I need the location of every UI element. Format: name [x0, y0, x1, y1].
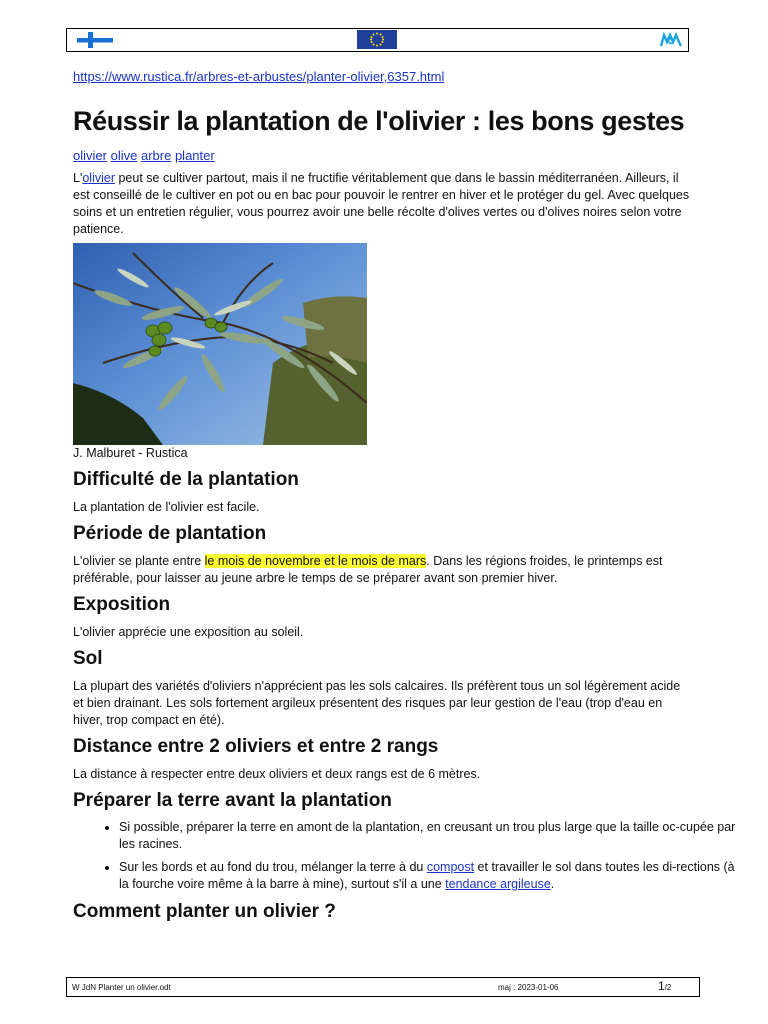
page-header [66, 28, 689, 52]
tag-links [73, 148, 215, 163]
photo-credit: J. Malburet - Rustica [73, 446, 188, 460]
heading-period: Période de plantation [73, 523, 267, 544]
bullet-text: . [550, 877, 555, 891]
exposure-text: L'olivier apprécie une exposition au soleil. [73, 625, 304, 639]
heading-prepare: Préparer la terre avant la plantation [73, 790, 392, 811]
period-paragraph [73, 553, 693, 587]
page-current: 1 [658, 979, 665, 993]
intro-paragraph [73, 170, 693, 238]
soil-text: La plupart des variétés d'oliviers n'apprécient pas les sols calcaires. Ils préfèrent tous un sol légèrement acide et bien drainant. Les sols fortement argileux présentent des risques par leur gestion de l'eau (trop d'eau en hiver, trop compact en été). [73, 679, 681, 727]
page-total: /2 [664, 983, 672, 992]
footer-page-number [658, 979, 671, 993]
list-item [119, 859, 739, 893]
eu-flag-icon [357, 30, 397, 49]
tag-link[interactable]: arbre [140, 148, 172, 163]
intro-text: peut se cultiver partout, mais il ne fructifie véritablement que dans le bassin méditerranéen. Ailleurs, il est conseillé de le cultiver en pot ou en bac pour pouvoir le rentrer en hiver et le protéger du gel. Avec quelques soins et un entretien régulier, vous pourrez avoir une belle récolte d'olives vertes ou d'olives noires selon votre patience. [73, 171, 690, 236]
source-url-link[interactable]: https://www.rustica.fr/arbres-et-arbustes/planter-olivier,6357.html [73, 69, 445, 84]
tag-link[interactable]: olivier [73, 148, 107, 163]
bullet-text: et travailler le sol dans toutes les di-rections (à la fourche voire même à la barre à mine), surtout s'il a une [119, 860, 735, 891]
compost-link[interactable]: compost [426, 860, 475, 874]
heading-difficulty: Difficulté de la plantation [73, 469, 299, 490]
olive-branch-photo [73, 243, 367, 445]
tag-link[interactable]: olive [110, 148, 138, 163]
period-text-after: . Dans les régions froides, le printemps est préférable, pour laisser au jeune arbre le temps de se préparer avant son premier hiver. [73, 554, 663, 585]
olivier-link[interactable]: olivier [82, 171, 115, 185]
heading-soil: Sol [73, 648, 103, 669]
list-item: • Si possible, préparer la terre en amont de la plantation, en creusant un trou plus large que la taille oc-cupée par les racines. [119, 819, 739, 853]
footer-updated: maj : 2023-01-06 [498, 983, 559, 992]
page-footer [66, 977, 700, 997]
prepare-list [73, 819, 739, 899]
difficulty-text: La plantation de l'olivier est facile. [73, 500, 260, 514]
period-highlight: le mois de novembre et le mois de mars [204, 554, 427, 568]
heading-howto: Comment planter un olivier ? [73, 901, 336, 922]
bullet-text: Sur les bords et au fond du trou, mélanger la terre à du [119, 860, 427, 874]
intro-prefix: L' [73, 171, 83, 185]
finnish-flag-icon [77, 32, 113, 48]
heading-distance: Distance entre 2 oliviers et entre 2 rangs [73, 736, 439, 757]
clay-tendency-link[interactable]: tendance argileuse [445, 877, 551, 891]
period-text-before: L'olivier se plante entre [73, 554, 205, 568]
distance-text: La distance à respecter entre deux oliviers et deux rangs est de 6 mètres. [73, 767, 481, 781]
page-title: Réussir la plantation de l'olivier : les bons gestes [73, 106, 685, 136]
heading-exposure: Exposition [73, 594, 171, 615]
tag-link[interactable]: planter [174, 148, 215, 163]
footer-filename: W JdN Planter un olivier.odt [72, 983, 171, 992]
om-logo-icon [660, 32, 682, 48]
